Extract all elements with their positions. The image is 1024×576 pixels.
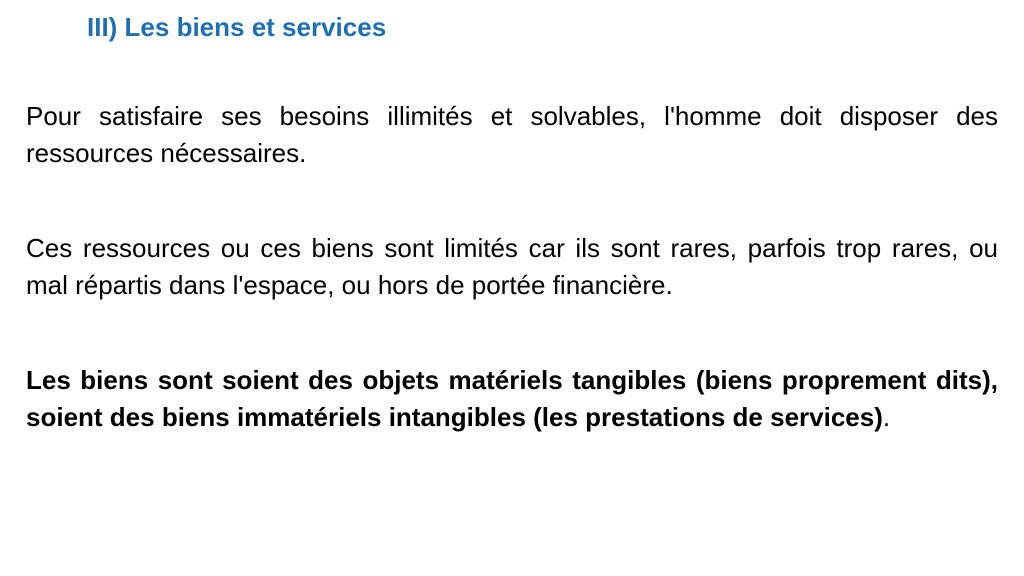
paragraph-goods-definition — [26, 362, 998, 436]
goods-definition-period: . — [882, 402, 891, 432]
goods-definition-bold: Les biens sont soient des objets matériels tangibles (biens proprement dits), soient des biens immatériels intangibles (les prestations de services) — [26, 365, 998, 432]
paragraph-needs: Pour satisfaire ses besoins illimités et solvables, l'homme doit disposer des ressources nécessaires. — [26, 101, 998, 168]
slide-title: III) Les biens et services — [87, 12, 387, 42]
paragraph-resources: Ces ressources ou ces biens sont limités car ils sont rares, parfois trop rares, ou mal répartis dans l'espace, ou hors de portée financière. — [26, 233, 998, 300]
